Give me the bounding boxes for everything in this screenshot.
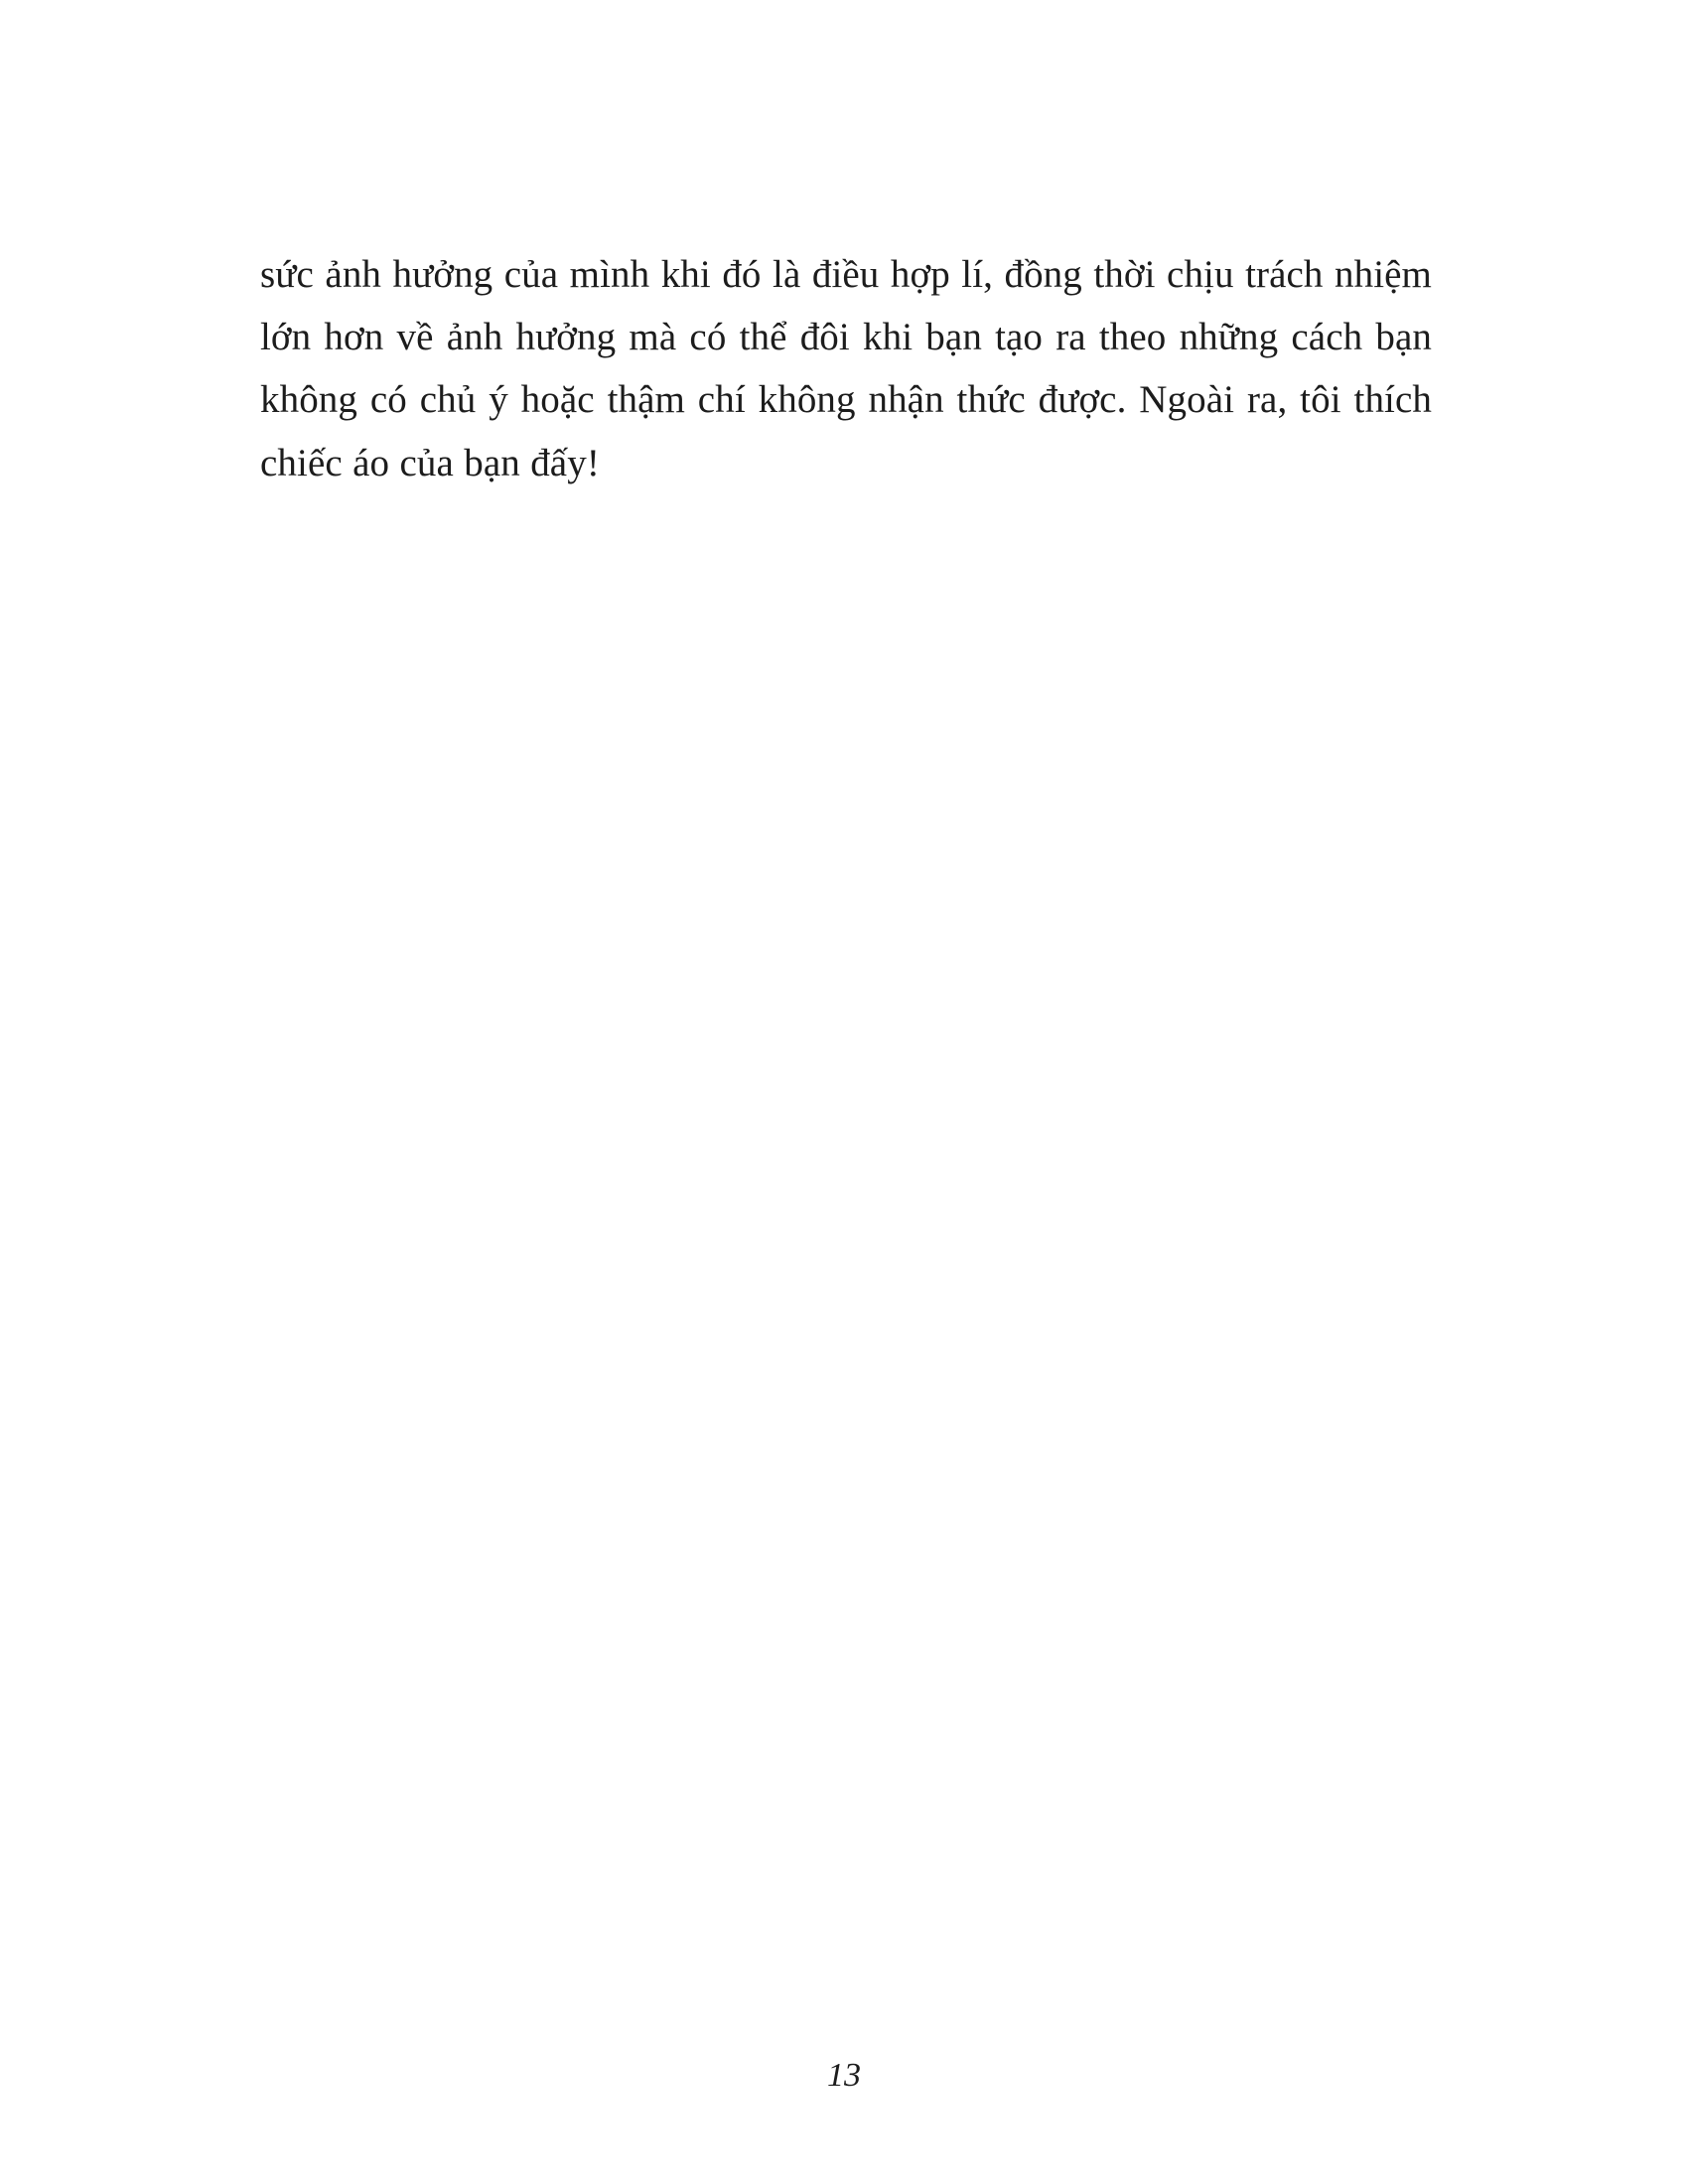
body-paragraph: sức ảnh hưởng của mình khi đó là điều hợp lí, đồng thời chịu trách nhiệm lớn hơn về ảnh hưởng mà có thể đôi khi bạn tạo ra theo những cách bạn không có chủ ý hoặc thậm chí không nhận thức được. Ngoài ra, tôi thích chiếc áo của bạn đấy! (260, 253, 1432, 484)
text-column (260, 243, 1432, 494)
page-number: 13 (827, 2057, 861, 2094)
